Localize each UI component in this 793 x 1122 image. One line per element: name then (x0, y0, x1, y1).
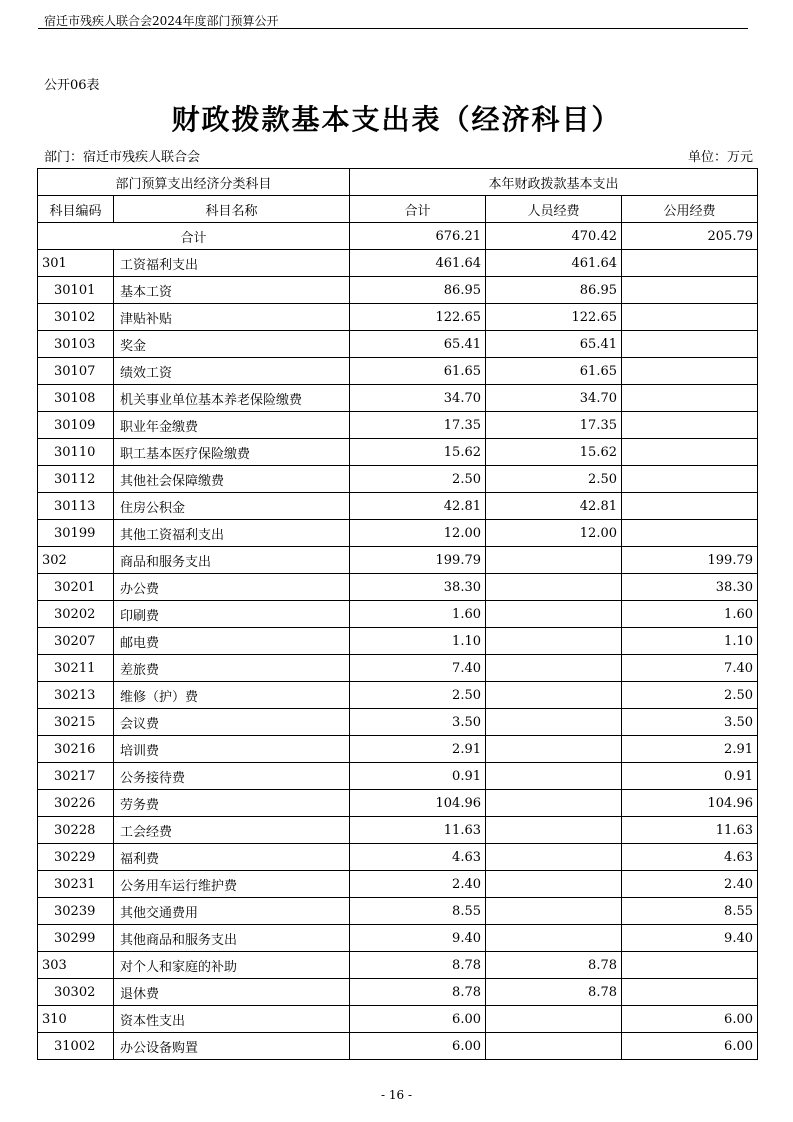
cell-personnel (486, 871, 622, 898)
cell-name: 培训费 (114, 736, 350, 763)
cell-code: 30201 (38, 574, 114, 601)
group-header-basic-expenditure: 本年财政拨款基本支出 (350, 169, 758, 196)
cell-public: 7.40 (622, 655, 758, 682)
cell-name: 公务接待费 (114, 763, 350, 790)
table-row (38, 898, 758, 925)
page-title: 财政拨款基本支出表（经济科目） (171, 103, 622, 136)
total-row (38, 223, 758, 250)
table-row (38, 466, 758, 493)
cell-name: 工会经费 (114, 817, 350, 844)
cell-public: 11.63 (622, 817, 758, 844)
cell-name: 办公设备购置 (114, 1033, 350, 1060)
cell-total: 0.91 (350, 763, 486, 790)
cell-personnel: 42.81 (486, 493, 622, 520)
table-row (38, 304, 758, 331)
cell-total: 3.50 (350, 709, 486, 736)
cell-public: 6.00 (622, 1006, 758, 1033)
cell-name: 公务用车运行维护费 (114, 871, 350, 898)
cell-personnel: 17.35 (486, 412, 622, 439)
cell-personnel: 65.41 (486, 331, 622, 358)
cell-total: 2.50 (350, 466, 486, 493)
cell-code: 30202 (38, 601, 114, 628)
budget-table (37, 168, 758, 1060)
cell-name: 机关事业单位基本养老保险缴费 (114, 385, 350, 412)
cell-public: 4.63 (622, 844, 758, 871)
cell-total: 8.78 (350, 952, 486, 979)
col-header-public: 公用经费 (622, 196, 758, 223)
table-row (38, 277, 758, 304)
cell-name: 福利费 (114, 844, 350, 871)
cell-name: 邮电费 (114, 628, 350, 655)
cell-name: 其他社会保障缴费 (114, 466, 350, 493)
cell-public: 3.50 (622, 709, 758, 736)
cell-personnel: 461.64 (486, 250, 622, 277)
cell-code: 30302 (38, 979, 114, 1006)
cell-code: 30108 (38, 385, 114, 412)
cell-total: 2.40 (350, 871, 486, 898)
cell-name: 工资福利支出 (114, 250, 350, 277)
cell-total: 34.70 (350, 385, 486, 412)
cell-public (622, 304, 758, 331)
cell-public (622, 277, 758, 304)
cell-public (622, 358, 758, 385)
table-row (38, 979, 758, 1006)
cell-total: 42.81 (350, 493, 486, 520)
total-public: 205.79 (622, 223, 758, 250)
table-row (38, 709, 758, 736)
cell-public (622, 493, 758, 520)
cell-public (622, 412, 758, 439)
cell-code: 30216 (38, 736, 114, 763)
cell-personnel (486, 547, 622, 574)
cell-name: 津贴补贴 (114, 304, 350, 331)
cell-personnel: 122.65 (486, 304, 622, 331)
cell-code: 310 (38, 1006, 114, 1033)
table-row (38, 1033, 758, 1060)
cell-total: 7.40 (350, 655, 486, 682)
cell-code: 30207 (38, 628, 114, 655)
cell-personnel (486, 655, 622, 682)
cell-public (622, 466, 758, 493)
cell-public: 1.60 (622, 601, 758, 628)
cell-total: 8.55 (350, 898, 486, 925)
cell-personnel (486, 1006, 622, 1033)
cell-personnel: 15.62 (486, 439, 622, 466)
cell-code: 31002 (38, 1033, 114, 1060)
cell-personnel (486, 601, 622, 628)
header-rule (38, 28, 748, 29)
cell-name: 对个人和家庭的补助 (114, 952, 350, 979)
table-row (38, 682, 758, 709)
cell-name: 绩效工资 (114, 358, 350, 385)
cell-personnel (486, 898, 622, 925)
cell-name: 住房公积金 (114, 493, 350, 520)
cell-personnel (486, 682, 622, 709)
cell-public: 0.91 (622, 763, 758, 790)
table-row (38, 601, 758, 628)
cell-code: 30112 (38, 466, 114, 493)
table-row (38, 736, 758, 763)
cell-total: 65.41 (350, 331, 486, 358)
cell-personnel: 8.78 (486, 979, 622, 1006)
cell-code: 30213 (38, 682, 114, 709)
cell-public: 2.91 (622, 736, 758, 763)
table-row (38, 871, 758, 898)
department-label: 部门：宿迁市残疾人联合会 (44, 150, 201, 165)
cell-name: 退休费 (114, 979, 350, 1006)
cell-public (622, 520, 758, 547)
cell-public: 104.96 (622, 790, 758, 817)
cell-public (622, 439, 758, 466)
cell-total: 61.65 (350, 358, 486, 385)
cell-total: 461.64 (350, 250, 486, 277)
cell-personnel (486, 1033, 622, 1060)
cell-total: 4.63 (350, 844, 486, 871)
page-number: - 16 - (380, 1088, 412, 1102)
cell-total: 122.65 (350, 304, 486, 331)
table-row (38, 817, 758, 844)
column-header-row (38, 196, 758, 223)
cell-total: 2.50 (350, 682, 486, 709)
table-row (38, 493, 758, 520)
cell-public: 199.79 (622, 547, 758, 574)
cell-total: 38.30 (350, 574, 486, 601)
cell-code: 30226 (38, 790, 114, 817)
form-number: 公开06表 (44, 78, 100, 93)
cell-personnel: 2.50 (486, 466, 622, 493)
cell-personnel: 8.78 (486, 952, 622, 979)
running-header: 宿迁市残疾人联合会2024年度部门预算公开 (44, 14, 279, 28)
cell-total: 15.62 (350, 439, 486, 466)
table-row (38, 439, 758, 466)
cell-code: 30299 (38, 925, 114, 952)
total-label: 合计 (38, 223, 350, 250)
cell-code: 301 (38, 250, 114, 277)
cell-public: 8.55 (622, 898, 758, 925)
cell-personnel: 34.70 (486, 385, 622, 412)
cell-name: 差旅费 (114, 655, 350, 682)
cell-total: 104.96 (350, 790, 486, 817)
cell-code: 30199 (38, 520, 114, 547)
cell-name: 劳务费 (114, 790, 350, 817)
cell-public (622, 952, 758, 979)
cell-name: 资本性支出 (114, 1006, 350, 1033)
cell-code: 30215 (38, 709, 114, 736)
cell-total: 1.60 (350, 601, 486, 628)
cell-code: 30113 (38, 493, 114, 520)
cell-code: 30217 (38, 763, 114, 790)
cell-public: 1.10 (622, 628, 758, 655)
cell-name: 职工基本医疗保险缴费 (114, 439, 350, 466)
cell-personnel (486, 736, 622, 763)
col-header-code: 科目编码 (38, 196, 114, 223)
table-row (38, 385, 758, 412)
cell-code: 30110 (38, 439, 114, 466)
cell-code: 30107 (38, 358, 114, 385)
cell-personnel (486, 628, 622, 655)
cell-code: 30229 (38, 844, 114, 871)
cell-name: 其他工资福利支出 (114, 520, 350, 547)
cell-name: 印刷费 (114, 601, 350, 628)
cell-public (622, 979, 758, 1006)
cell-code: 30103 (38, 331, 114, 358)
table-row (38, 358, 758, 385)
cell-personnel (486, 790, 622, 817)
cell-code: 30211 (38, 655, 114, 682)
table-row (38, 250, 758, 277)
cell-total: 6.00 (350, 1033, 486, 1060)
table-row (38, 952, 758, 979)
table-row (38, 331, 758, 358)
cell-personnel (486, 925, 622, 952)
cell-name: 其他交通费用 (114, 898, 350, 925)
table-row (38, 925, 758, 952)
cell-total: 2.91 (350, 736, 486, 763)
cell-personnel (486, 844, 622, 871)
table-row (38, 655, 758, 682)
cell-name: 基本工资 (114, 277, 350, 304)
table-row (38, 763, 758, 790)
table-row (38, 1006, 758, 1033)
cell-code: 30102 (38, 304, 114, 331)
cell-name: 奖金 (114, 331, 350, 358)
cell-personnel (486, 709, 622, 736)
cell-public: 2.40 (622, 871, 758, 898)
cell-public (622, 250, 758, 277)
group-header-row (38, 169, 758, 196)
table-row (38, 790, 758, 817)
total-total: 676.21 (350, 223, 486, 250)
cell-code: 30228 (38, 817, 114, 844)
cell-total: 8.78 (350, 979, 486, 1006)
cell-personnel: 86.95 (486, 277, 622, 304)
cell-code: 30109 (38, 412, 114, 439)
cell-name: 会议费 (114, 709, 350, 736)
cell-name: 办公费 (114, 574, 350, 601)
cell-public: 38.30 (622, 574, 758, 601)
table-row (38, 844, 758, 871)
table-row (38, 547, 758, 574)
cell-personnel (486, 574, 622, 601)
unit-label: 单位：万元 (687, 150, 753, 165)
col-header-name: 科目名称 (114, 196, 350, 223)
cell-public (622, 331, 758, 358)
total-personnel: 470.42 (486, 223, 622, 250)
cell-total: 6.00 (350, 1006, 486, 1033)
cell-total: 12.00 (350, 520, 486, 547)
cell-personnel (486, 817, 622, 844)
col-header-personnel: 人员经费 (486, 196, 622, 223)
cell-name: 商品和服务支出 (114, 547, 350, 574)
cell-personnel (486, 763, 622, 790)
table-row (38, 412, 758, 439)
cell-code: 30239 (38, 898, 114, 925)
cell-code: 30231 (38, 871, 114, 898)
cell-public: 2.50 (622, 682, 758, 709)
cell-total: 9.40 (350, 925, 486, 952)
cell-total: 86.95 (350, 277, 486, 304)
cell-code: 303 (38, 952, 114, 979)
cell-total: 11.63 (350, 817, 486, 844)
cell-public (622, 385, 758, 412)
col-header-total: 合计 (350, 196, 486, 223)
cell-public: 6.00 (622, 1033, 758, 1060)
cell-personnel: 61.65 (486, 358, 622, 385)
table-row (38, 628, 758, 655)
cell-name: 其他商品和服务支出 (114, 925, 350, 952)
cell-name: 维修（护）费 (114, 682, 350, 709)
cell-total: 199.79 (350, 547, 486, 574)
cell-code: 30101 (38, 277, 114, 304)
group-header-economic-class: 部门预算支出经济分类科目 (38, 169, 350, 196)
cell-total: 17.35 (350, 412, 486, 439)
cell-personnel: 12.00 (486, 520, 622, 547)
cell-name: 职业年金缴费 (114, 412, 350, 439)
table-row (38, 574, 758, 601)
cell-total: 1.10 (350, 628, 486, 655)
cell-code: 302 (38, 547, 114, 574)
cell-public: 9.40 (622, 925, 758, 952)
table-row (38, 520, 758, 547)
